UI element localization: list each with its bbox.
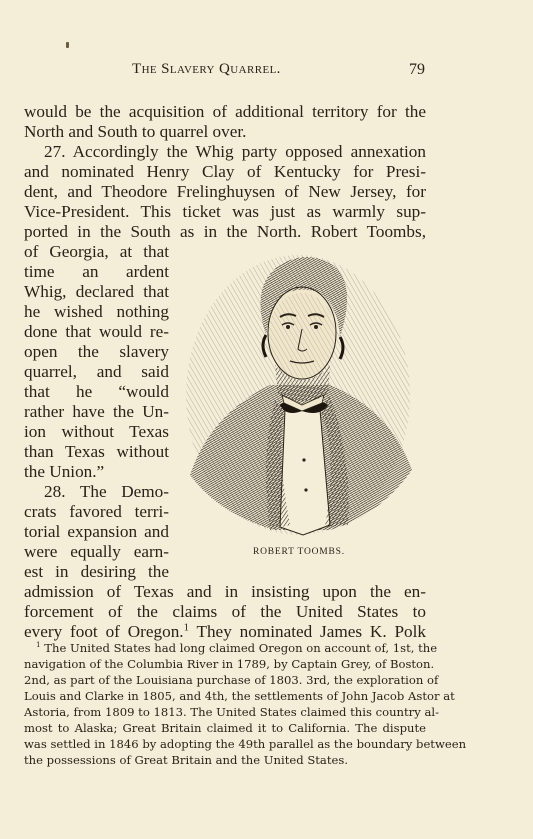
text-line: than Texas without xyxy=(24,442,169,461)
text-line: 28. The Demo- xyxy=(44,482,169,501)
footnote-line: most to Alaska; Great Britain claimed it to California. The dispute xyxy=(24,721,426,735)
footnote-reference[interactable]: 1 xyxy=(183,622,189,634)
text-line: would be the acquisition of additional territory for the xyxy=(24,102,426,121)
text-line: North and South to quarrel over. xyxy=(24,122,247,141)
footnote-line: navigation of the Columbia River in 1789, by Captain Grey, of Boston. xyxy=(24,657,435,671)
text-line: est in desiring the xyxy=(24,562,169,581)
text-line: done that would re- xyxy=(24,322,169,341)
running-title: The Slavery Quarrel. xyxy=(132,61,281,77)
footnote-line: was settled in 1846 by adopting the 49th parallel as the boundary between xyxy=(24,737,467,751)
text-line: ion without Texas xyxy=(24,422,169,441)
footnote-line: Astoria, from 1809 to 1813. The United States claimed this country al- xyxy=(24,705,439,719)
text-line: ported in the South as in the North. Robert Toombs, xyxy=(24,222,426,241)
robert-toombs-portrait-engraving xyxy=(180,245,416,545)
text-line: 27. Accordingly the Whig party opposed annexation xyxy=(44,142,426,161)
text-line-with-note xyxy=(24,622,426,642)
footnote-marker: 1 xyxy=(36,640,41,650)
text-line: of Georgia, at that xyxy=(24,242,169,261)
text-line: that he “would xyxy=(24,382,169,401)
text-line: dent, and Theodore Frelinghuysen of New Jersey, for xyxy=(24,182,426,201)
text-fragment: every foot of Oregon. xyxy=(24,622,184,641)
text-line: quarrel, and said xyxy=(24,362,169,381)
text-line: he wished nothing xyxy=(24,302,169,321)
text-line: and nominated Henry Clay of Kentucky for Presi- xyxy=(24,162,426,181)
text-line: the Union.” xyxy=(24,462,105,481)
footnote-line: Louis and Clarke in 1805, and 4th, the settlements of John Jacob Astor at xyxy=(24,689,455,703)
text-line: open the slavery xyxy=(24,342,169,361)
ink-speck xyxy=(66,42,69,48)
text-line: torial expansion and xyxy=(24,522,169,541)
page-number: 79 xyxy=(409,61,425,78)
text-line: time an ardent xyxy=(24,262,169,281)
text-fragment: They nominated James K. Polk xyxy=(196,622,426,641)
text-line: Whig, declared that xyxy=(24,282,169,301)
footnote-line: the possessions of Great Britain and the United States. xyxy=(24,753,349,767)
text-line: were equally earn- xyxy=(24,542,169,561)
text-line: Vice-President. This ticket was just as warmly sup- xyxy=(24,202,426,221)
text-line: forcement of the claims of the United States to xyxy=(24,602,426,621)
text-line: crats favored terri- xyxy=(24,502,169,521)
footnote-line: 2nd, as part of the Louisiana purchase of 1803. 3rd, the exploration of xyxy=(24,673,439,687)
text-line: admission of Texas and in insisting upon the en- xyxy=(24,582,426,601)
footnote-line xyxy=(24,640,438,657)
text-line: rather have the Un- xyxy=(24,402,169,421)
footnote-text: The United States had long claimed Oregon on account of, 1st, the xyxy=(44,641,438,655)
portrait-caption: ROBERT TOOMBS. xyxy=(253,547,345,557)
